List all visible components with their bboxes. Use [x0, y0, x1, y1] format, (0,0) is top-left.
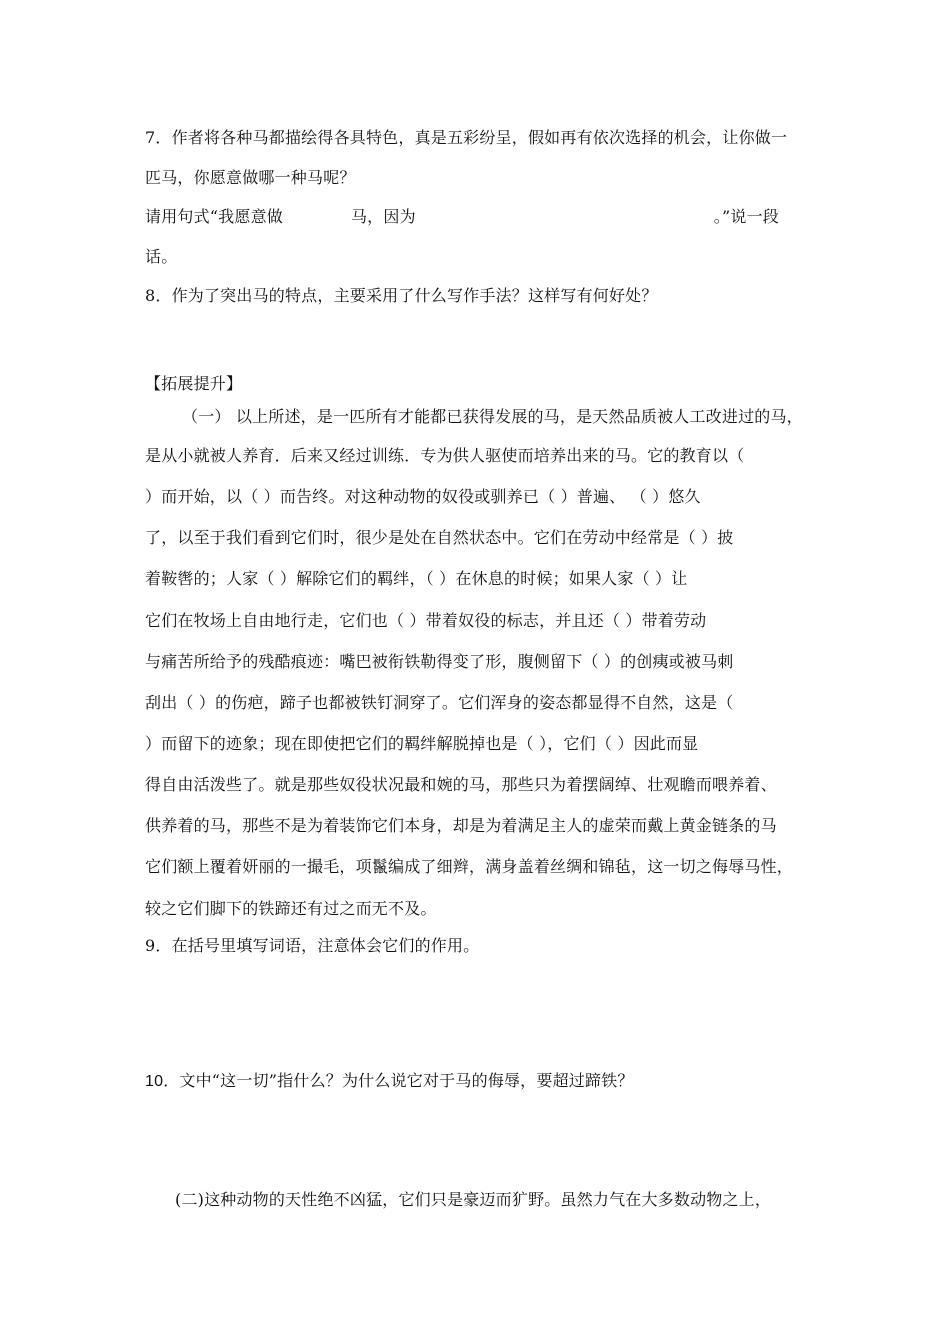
passage-1-line: ）而开始，以（ ）而告终。对这种动物的奴役或驯养已（ ）普遍、 （ ）悠久 — [145, 487, 701, 506]
passage-1-line: 得自由活泼些了。就是那些奴役状况最和婉的马，那些只为着摆阔绰、壮观瞻而喂养着、 — [145, 775, 777, 794]
passage-1-line: 它们额上覆着妍丽的一撮毛，项鬣编成了细辫，满身盖着丝绸和锦毡，这一切之侮辱马性， — [145, 857, 794, 876]
passage-1-line: ）而留下的迹象；现在即使把它们的羁绊解脱掉也是（ ），它们（ ）因此而显 — [145, 734, 699, 753]
passage-1-line: 是从小就被人养育．后来又经过训练．专为供人驱使而培养出来的马。它的教育以（ — [145, 446, 745, 465]
question-9: 9．在括号里填写词语，注意体会它们的作用。 — [145, 936, 480, 955]
passage-1-line: 着鞍辔的；人家（ ）解除它们的羁绊，（ ）在休息的时候；如果人家（ ）让 — [145, 569, 688, 588]
question-7-sentence-pattern — [145, 207, 779, 227]
passage-1-line: 较之它们脚下的铁蹄还有过之而无不及。 — [145, 899, 437, 918]
question-7-line-1: 7．作者将各种马都描绘得各具特色，真是五彩纷呈，假如再有依次选择的机会，让你做一 — [145, 128, 788, 147]
question-10-text: ．文中“这一切”指什么？为什么说它对于马的侮辱，要超过蹄铁？ — [163, 1071, 634, 1090]
question-10 — [145, 1071, 634, 1092]
passage-1-line: 与痛苦所给予的残酷痕迹：嘴巴被衔铁勒得变了形，腹侧留下（ ）的创痍或被马刺 — [145, 652, 734, 671]
passage-1-line: 它们在牧场上自由地行走，它们也（ ）带着奴役的标志，并且还（ ）带着劳动 — [145, 611, 707, 630]
sentence-pattern-part-3: 。”说一段 — [713, 207, 779, 226]
sentence-pattern-part-2: 马，因为 — [350, 207, 416, 226]
question-8: 8．作为了突出马的特点，主要采用了什么写作手法？这样写有何好处？ — [145, 286, 658, 305]
question-7-line-4: 话。 — [145, 247, 178, 266]
passage-1-line: 刮出（ ）的伤疤，蹄子也都被铁钉洞穿了。它们浑身的姿态都显得不自然，这是（ — [145, 693, 734, 712]
passage-2-line: (二)这种动物的天性绝不凶猛，它们只是豪迈而犷野。虽然力气在大多数动物之上， — [175, 1190, 772, 1209]
question-7-line-2: 匹马，你愿意做哪一种马呢？ — [145, 168, 356, 187]
passage-1-line: 了，以至于我们看到它们时，很少是处在自然状态中。它们在劳动中经常是（ ）披 — [145, 528, 734, 547]
section-heading: 【拓展提升】 — [145, 374, 243, 393]
question-10-number: 10 — [145, 1073, 164, 1090]
sentence-pattern-part-1: 请用句式“我愿意做 — [145, 207, 283, 226]
passage-1-line: （一） 以上所述，是一匹所有才能都已获得发展的马，是天然品质被人工改进过的马， — [182, 407, 803, 426]
passage-1-line: 供养着的马，那些不是为着装饰它们本身，却是为着满足主人的虚荣而戴上黄金链条的马 — [145, 816, 777, 835]
